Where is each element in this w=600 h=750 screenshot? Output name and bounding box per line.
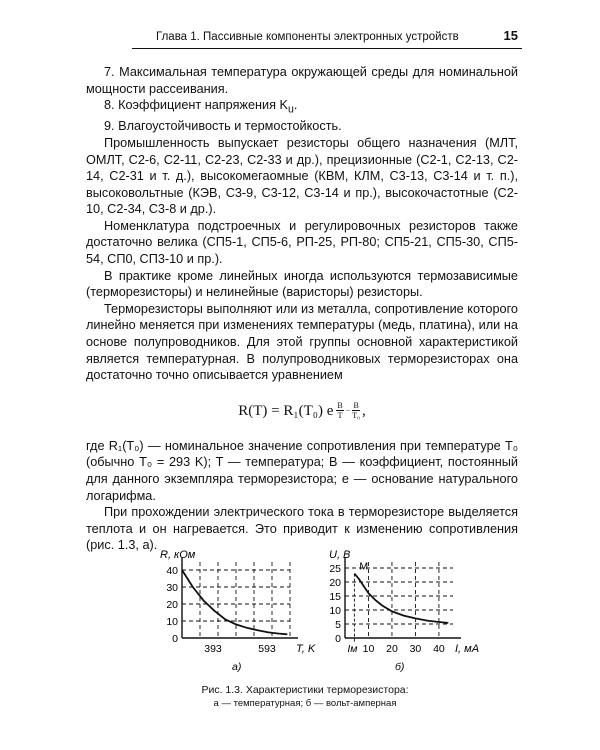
y-tick-label: 20 [329,577,341,589]
x-tick-label: 593 [258,643,276,655]
list-item-8-subscript: u [287,103,294,116]
list-item-8 [86,97,518,118]
list-item-8-end: . [293,98,298,113]
x-tick-label: 393 [204,643,222,655]
exp-denominator-1: T [337,411,343,421]
y-tick-label: 0 [172,633,178,645]
x-tick-label: 20 [386,643,398,655]
paragraph-heating: При прохождении электрического тока в терморезисторе выделяется теплота и он нагревается. Это приводит к изменению сопротивления (рис. 1.3, а). [86,505,518,553]
peak-annotation: M [359,560,369,573]
thermistor-formula [86,384,518,438]
running-header [132,28,522,49]
formula-end: , [361,402,366,419]
y-axis-label: U, B [329,549,351,561]
paragraph-thermistors: Терморезисторы выполняют или из металла, сопротивление которого линейно меняется при изменениях температуры (медь, платина), или на основе полупроводников. Для этой группы основной характеристикой является температурная. В полупроводниковых терморезисторах она достаточно точно описывается уравнением [86,301,518,383]
list-item-7: 7. Максимальная температура окружающей среды для номинальной мощности рассеивания. [86,65,518,96]
caption-subtitle: а — температурная; б — вольт-амперная [213,698,397,709]
panel-label-b: б) [395,661,405,673]
formula-lhs: R(T) = R₁(T₀) e [238,402,334,419]
exp-numerator-1: B [337,401,343,411]
y-tick-label: 10 [329,605,341,617]
list-item-8-text: 8. Коэффициент напряжения K [104,98,288,113]
page-number: 15 [503,28,518,43]
y-tick-label: 5 [335,619,341,631]
y-tick-label: 10 [166,616,178,628]
chapter-title: Глава 1. Пассивные компоненты электронных устройств [156,31,459,43]
y-tick-label: 30 [166,582,178,594]
exp-numerator-2: B [353,401,359,411]
main-text [86,64,518,554]
y-tick-label: 40 [166,565,178,577]
paragraph-trimmer-resistors: Номенклатура подстроечных и регулировочных резисторов также достаточно велика (СП5-1, СП5-6, РП-25, РП-80; СП5-21, СП5-30, СП5-54, СП0, СП3-10 и пр.). [86,218,518,267]
paragraph-nonlinear-resistors: В практике кроме линейных иногда используются термозависимые (терморезисторы) и нелинейные (варисторы) резисторы. [86,268,518,300]
exp-minus: − [345,405,351,415]
y-axis-label: R, кОм [160,549,196,561]
formula-exponent [334,401,362,420]
paragraph-resistor-types: Промышленность выпускает резисторы общего назначения (МЛТ, ОМЛТ, С2-6, С2-11, С2-23, С2-33 и др.), прецизионные (С2-1, С2-13, С2-14, С2-31 и т. д.), высокомегаомные (КВМ, КЛМ, С3-13, С3-14 и т. п.), высоковольтные (КЭВ, С3-9, С3-12, С3-14 и пр.), высокочастотные (С2-10, С2-34, С3-8 и др.). [86,135,518,217]
y-tick-label: 25 [329,563,341,575]
x-tick-label: 40 [433,643,445,655]
x-axis-label: I, мА [455,643,480,655]
y-tick-label: 15 [329,591,341,603]
x-axis-label: T, K [296,643,316,655]
chart-temperature [140,548,316,683]
exponent-fraction-1 [336,401,343,420]
figure-caption [140,683,470,711]
chart-voltage-current [315,548,480,683]
x-tick-label: Iм [347,643,358,655]
y-tick-label: 20 [166,599,178,611]
x-tick-label: 10 [362,643,375,655]
list-item-9: 9. Влагоустойчивость и термостойкость. [104,119,342,134]
y-tick-label: 0 [335,633,341,645]
panel-label-a: а) [232,661,242,673]
caption-title: Рис. 1.3. Характеристики терморезистора: [201,684,409,696]
exp-denominator-2: T₀ [352,411,360,421]
series-line-resistance [182,570,287,634]
exponent-fraction-2 [352,401,360,420]
paragraph-formula-legend: где R₁(T₀) — номинальное значение сопротивления при температуре T₀ (обычно T₀ = 293 K); T — температура; B — коэффициент, постоянный для данного экземпляра терморезистора; e — основание натурального логарифма. [86,438,518,503]
x-tick-label: 30 [409,643,422,655]
